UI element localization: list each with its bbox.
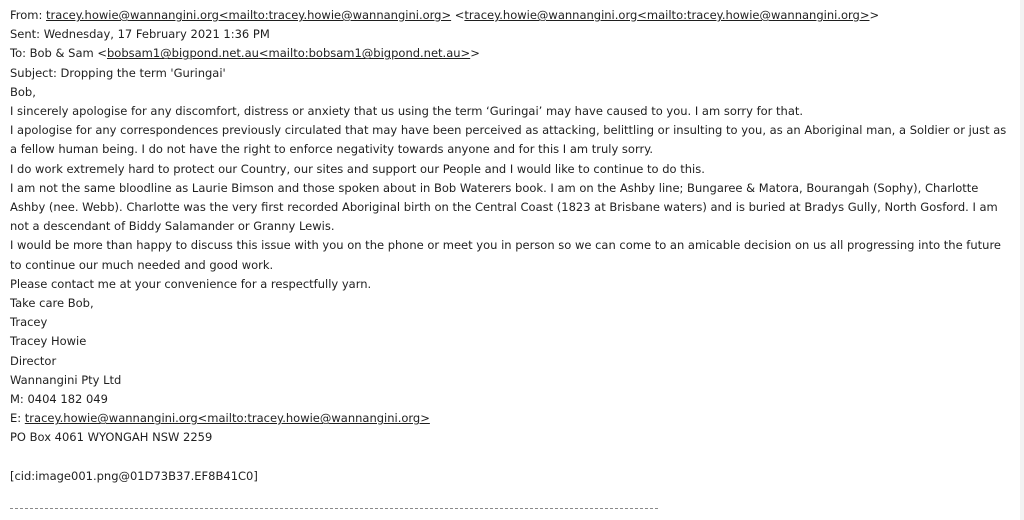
from-mailto-link-2[interactable]: <mailto:tracey.howie@wannangini.org> [637, 8, 870, 22]
from-lt: < [454, 8, 465, 22]
greeting: Bob, [10, 84, 36, 99]
spacer [10, 448, 1016, 467]
signature-email-link[interactable]: tracey.howie@wannangini.org [24, 411, 198, 426]
to-email-link[interactable]: bobsam1@bigpond.net.au [106, 46, 259, 61]
signature-company: Wannangini Pty Ltd [10, 372, 122, 387]
to-prefix: To: Bob & Sam < [10, 46, 107, 61]
body-paragraph-1: I sincerely apologise for any discomfort, distress or anxiety that us using the term ‘Guringai’ may have caused to you. I am sorry for that. [10, 104, 804, 119]
signature-name: Tracey Howie [10, 334, 87, 349]
body-paragraph-6: Please contact me at your convenience for a respectfully yarn. [10, 276, 372, 291]
body-paragraph-4: I am not the same bloodline as Laurie Bimson and those spoken about in Bob Waterers book. I am on the Ashby line; Bungaree & Matora, Bourangah (Sophy), Charlotte Ashby (nee. Webb). Charlotte was the very first recorded Aboriginal birth on the Central Coast (1823 at Brisbane waters) and is buried at Bradys Gully, North Gosford. I am not a descendant of Biddy Salamander or Granny Lewis. [10, 180, 998, 234]
signature-email-line [10, 409, 1016, 428]
signoff: Tracey [10, 315, 48, 330]
embedded-image-cid: [cid:image001.png@01D73B37.EF8B41C0] [10, 468, 258, 483]
sent-line: Sent: Wednesday, 17 February 2021 1:36 PM [10, 27, 270, 42]
from-gt: > [869, 8, 880, 22]
to-line [10, 44, 1016, 63]
to-suffix: > [470, 46, 480, 61]
window-edge [1020, 0, 1024, 520]
from-email-link-2[interactable]: tracey.howie@wannangini.org [464, 8, 638, 22]
signature-postal: PO Box 4061 WYONGAH NSW 2259 [10, 430, 213, 445]
from-label: From: [10, 8, 43, 22]
message-separator [10, 508, 658, 509]
to-mailto-link[interactable]: <mailto:bobsam1@bigpond.net.au> [258, 46, 471, 61]
signature-title: Director [10, 353, 57, 368]
closing: Take care Bob, [10, 296, 94, 311]
signature-email-label: E: [10, 411, 25, 426]
from-email-link[interactable]: tracey.howie@wannangini.org [46, 8, 219, 22]
from-line [10, 6, 1016, 25]
from-mailto-link[interactable]: <mailto:tracey.howie@wannangini.org> [218, 8, 452, 22]
signature-mobile: M: 0404 182 049 [10, 392, 108, 407]
body-paragraph-5: I would be more than happy to discuss this issue with you on the phone or meet you in person so we can come to an amicable decision on us all progressing into the future to continue our much needed and good work. [10, 238, 1001, 272]
signature-mailto-link[interactable]: <mailto:tracey.howie@wannangini.org> [197, 411, 430, 426]
subject-line: Subject: Dropping the term 'Guringai' [10, 65, 226, 80]
body-paragraph-2: I apologise for any correspondences previously circulated that may have been perceived as attacking, belittling or insulting to you, as an Aboriginal man, a Soldier or just as a fellow human being. I do not have the right to enforce negativity towards anyone and for this I am truly sorry. [10, 123, 1007, 157]
email-message [10, 6, 1016, 486]
body-paragraph-3: I do work extremely hard to protect our Country, our sites and support our People and I would like to continue to do this. [10, 161, 705, 176]
